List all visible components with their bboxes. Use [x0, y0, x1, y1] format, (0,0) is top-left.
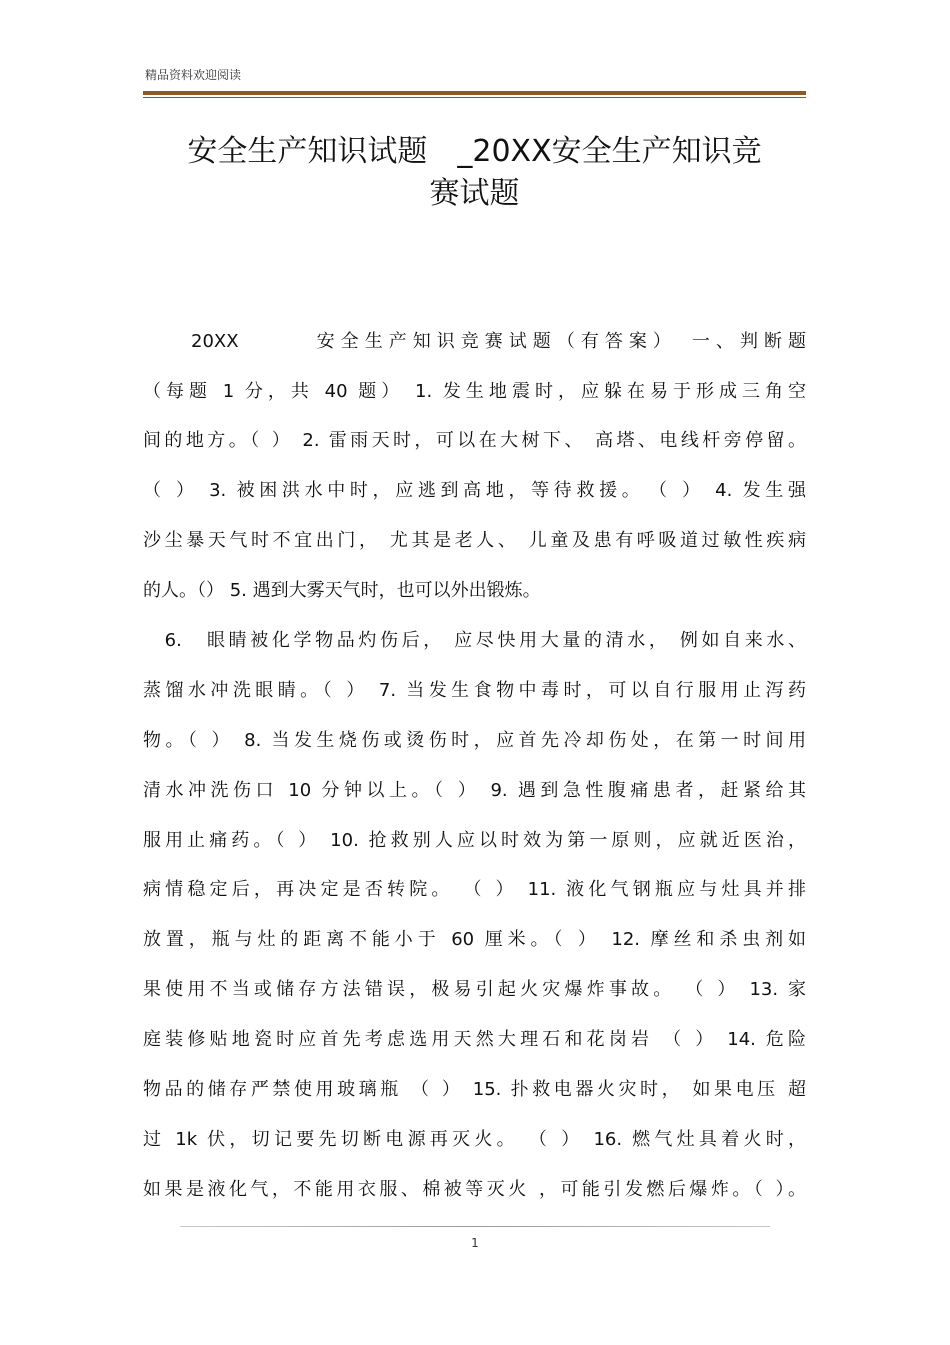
body-line: （ ） 3. 被困洪水中时，应逃到高地，等待救援。 （ ） 4. 发生强: [143, 480, 806, 501]
body-line: 服用止痛药。（ ） 10. 抢救别人应以时效为第一原则，应就近医治，: [143, 830, 806, 851]
body-line: 过 1k 伏，切记要先切断电源再灭火。 （ ） 16. 燃气灶具着火时，: [143, 1129, 806, 1150]
footer-rule: [180, 1226, 770, 1227]
body-line: 放置，瓶与灶的距离不能小于 60 厘米。（ ） 12. 摩丝和杀虫剂如: [143, 929, 806, 950]
body-line: 蒸馏水冲洗眼睛。（ ） 7. 当发生食物中毒时，可以自行服用止泻药: [143, 680, 806, 701]
page-header-text: 精品资料欢迎阅读: [145, 68, 242, 82]
body-line: 果使用不当或储存方法错误，极易引起火灾爆炸事故。 （ ） 13. 家: [143, 979, 806, 1000]
header-rule-thin: [143, 97, 806, 98]
body-line: 清水冲洗伤口 10 分钟以上。（ ） 9. 遇到急性腹痛患者，赶紧给其: [143, 780, 806, 801]
body-line: 6. 眼睛被化学物品灼伤后， 应尽快用大量的清水， 例如自来水、: [143, 630, 806, 651]
body-line: 庭装修贴地瓷时应首先考虑选用天然大理石和花岗岩 （ ） 14. 危险: [143, 1029, 806, 1050]
body-line: （每题 1 分，共 40 题） 1. 发生地震时，应躲在易于形成三角空: [143, 381, 806, 402]
body-line: 的人。（） 5. 遇到大雾天气时，也可以外出锻炼。: [143, 580, 541, 601]
body-line: 间的地方。（ ） 2. 雷雨天时，可以在大树下、 高塔、电线杆旁停留。: [143, 430, 806, 451]
header-rule-thick: [143, 91, 806, 95]
document-title-line-1: 安全生产知识试题 _20XX安全生产知识竞: [187, 134, 762, 169]
body-line: 病情稳定后，再决定是否转院。 （ ） 11. 液化气钢瓶应与灶具并排: [143, 879, 806, 900]
body-line: 如果是液化气，不能用衣服、棉被等灭火 ，可能引发燃后爆炸。（ ）。: [143, 1179, 806, 1200]
body-line: 沙尘暴天气时不宜出门， 尤其是老人、 儿童及患有呼吸道过敏性疾病: [143, 530, 806, 551]
body-line: 20XX 安全生产知识竞赛试题（有答案） 一、判断题: [143, 331, 806, 352]
page-number: 1: [471, 1236, 479, 1250]
body-line: 物。（ ） 8. 当发生烧伤或烫伤时，应首先冷却伤处，在第一时间用: [143, 730, 806, 751]
document-title-line-2: 赛试题: [429, 176, 520, 211]
body-line: 物品的储存严禁使用玻璃瓶 （ ） 15. 扑救电器火灾时， 如果电压 超: [143, 1079, 806, 1100]
